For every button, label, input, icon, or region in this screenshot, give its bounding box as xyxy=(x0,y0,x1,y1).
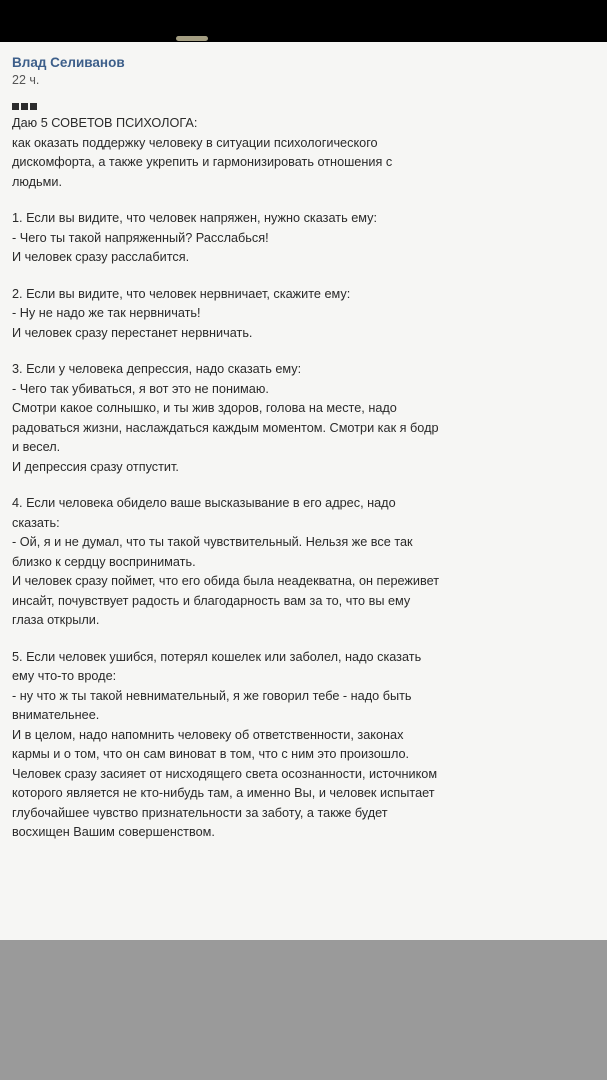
text-line: 2. Если вы видите, что человек нервничает, скажите ему: xyxy=(12,286,351,301)
text-line: ему что-то вроде: xyxy=(12,669,117,683)
text-line: И человек сразу расслабится. xyxy=(12,250,190,264)
text-line: и весел. xyxy=(12,440,61,454)
text-line: глубочайшее чувство признательности за заботу, а также будет xyxy=(12,805,388,820)
sheet-handle xyxy=(176,36,208,41)
text-line: И в целом, надо напомнить человеку об ответственности, законах xyxy=(12,727,404,742)
text-line: как оказать поддержку человеку в ситуации психологического xyxy=(12,135,378,150)
text-line: близко к сердцу воспринимать. xyxy=(12,554,196,569)
advice-5-paragraph xyxy=(12,648,587,843)
text-line: которого является не кто-нибудь там, а именно Вы, и человек испытает xyxy=(12,786,435,800)
square-icon xyxy=(12,103,19,110)
text-line: Даю 5 СОВЕТОВ ПСИХОЛОГА: xyxy=(12,116,198,130)
text-line: И депрессия сразу отпустит. xyxy=(12,459,179,474)
post-time[interactable]: 22 ч. xyxy=(12,73,40,87)
text-line: - Чего ты такой напряженный? Расслабься! xyxy=(12,230,269,245)
text-line: Человек сразу засияет от нисходящего света осознанности, источником xyxy=(12,766,438,781)
text-line: сказать: xyxy=(12,515,60,530)
advice-2-paragraph xyxy=(12,285,587,344)
text-line: - Ой, я и не думал, что ты такой чувствительный. Нельзя же все так xyxy=(12,535,413,549)
text-line: - Ну не надо же так нервничать! xyxy=(12,306,201,320)
text-line: восхищен Вашим совершенством. xyxy=(12,825,215,839)
text-line: Смотри какое солнышко, и ты жив здоров, голова на месте, надо xyxy=(12,401,397,415)
post-card xyxy=(0,42,607,940)
text-line: радоваться жизни, наслаждаться каждым моментом. Смотри как я бодр xyxy=(12,420,439,435)
text-line: И человек сразу перестанет нервничать. xyxy=(12,325,253,340)
text-line: - Чего так убиваться, я вот это не понимаю. xyxy=(12,381,269,396)
square-icon xyxy=(30,103,37,110)
author-name[interactable]: Влад Селиванов xyxy=(12,55,125,70)
post-body xyxy=(12,114,587,843)
square-icon xyxy=(21,103,28,110)
text-line: кармы и о том, что он сам виноват в том, что с ним это произошло. xyxy=(12,747,410,761)
text-line: внимательнее. xyxy=(12,708,100,722)
advice-1-paragraph xyxy=(12,209,587,268)
advice-3-paragraph xyxy=(12,360,587,477)
text-line: И человек сразу поймет, что его обида была неадекватна, он переживет xyxy=(12,574,440,588)
text-line: людьми. xyxy=(12,174,62,189)
text-line: глаза открыли. xyxy=(12,613,100,627)
bottom-gray-area xyxy=(0,940,607,1080)
top-dark-band xyxy=(0,0,607,42)
text-line: 3. Если у человека депрессия, надо сказать ему: xyxy=(12,362,302,376)
text-line: 1. Если вы видите, что человек напряжен, нужно сказать ему: xyxy=(12,211,378,225)
advice-4-paragraph xyxy=(12,494,587,631)
text-line: - ну что ж ты такой невнимательный, я же говорил тебе - надо быть xyxy=(12,688,412,703)
intro-paragraph xyxy=(12,114,587,192)
text-line: 4. Если человека обидело ваше высказывание в его адрес, надо xyxy=(12,496,396,510)
text-line: инсайт, почувствует радость и благодарность вам за то, что вы ему xyxy=(12,593,411,608)
text-line: дискомфорта, а также укрепить и гармонизировать отношения с xyxy=(12,155,393,169)
text-line: 5. Если человек ушибся, потерял кошелек или заболел, надо сказать xyxy=(12,649,422,664)
black-squares-icon xyxy=(12,103,587,112)
